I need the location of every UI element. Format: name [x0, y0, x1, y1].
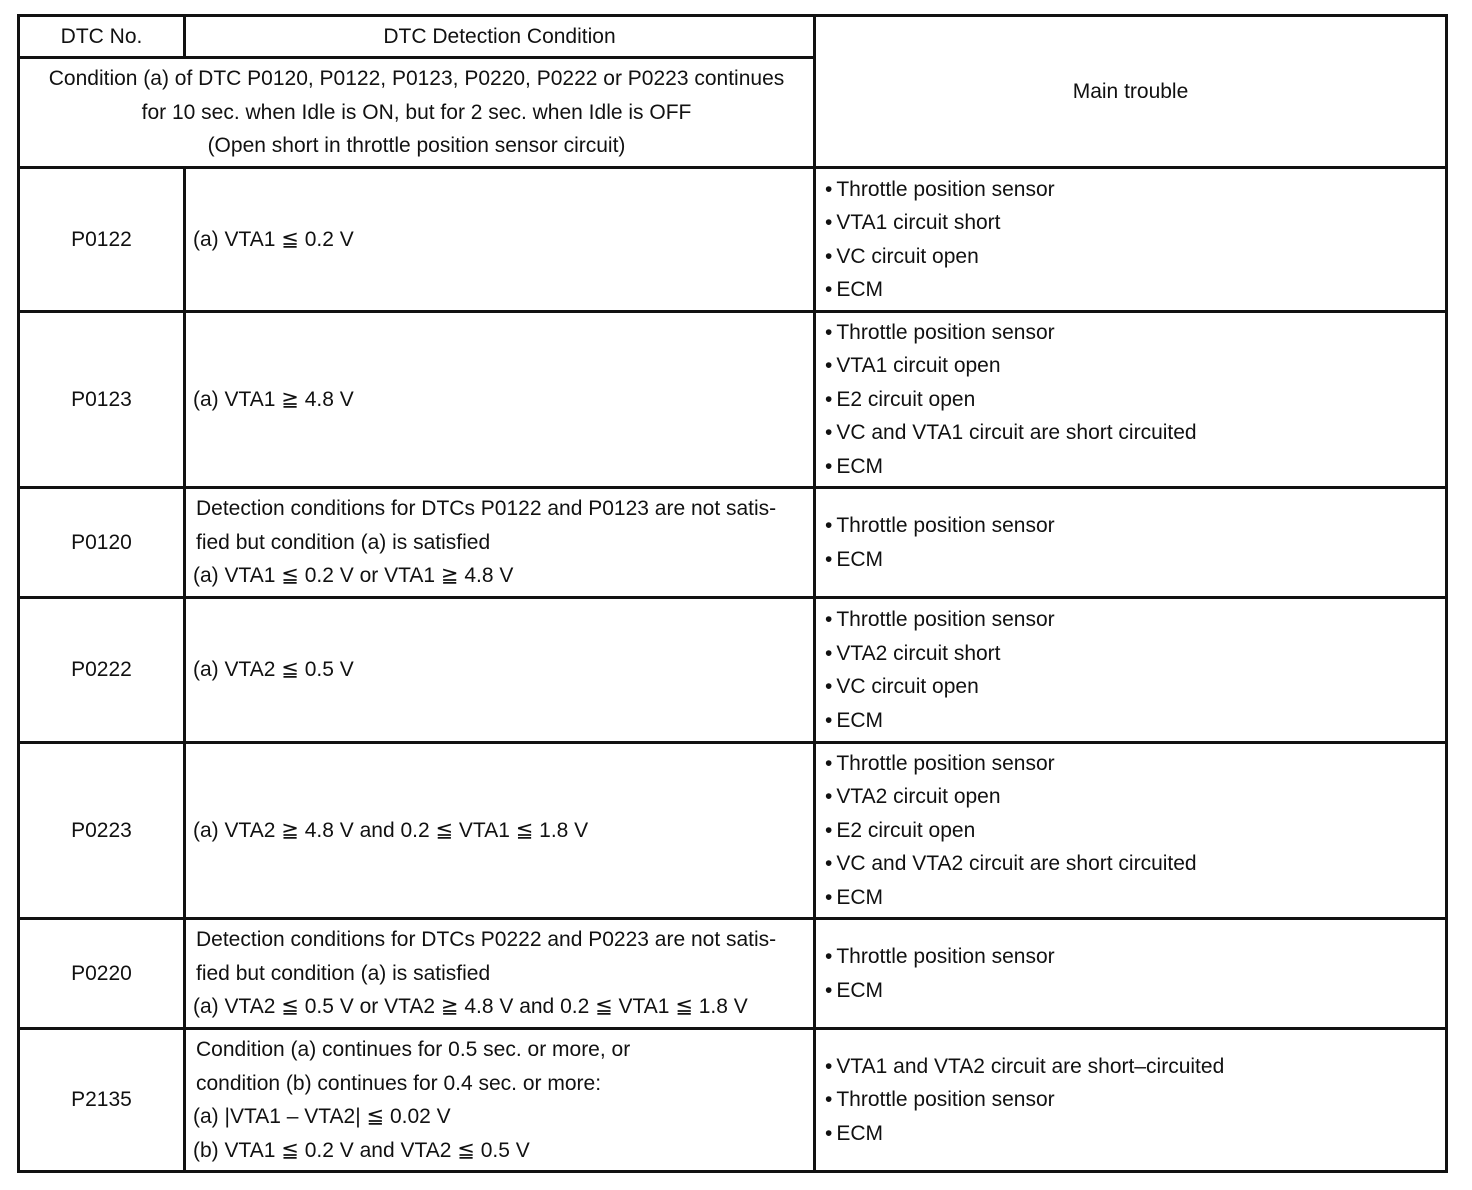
header-detection-condition: DTC Detection Condition — [185, 16, 815, 58]
trouble-item: • E2 circuit open — [825, 814, 1445, 848]
trouble-item: • Throttle position sensor — [825, 940, 1445, 974]
trouble-item: • VC and VTA1 circuit are short circuited — [825, 416, 1445, 450]
condition-line: (a) VTA2 ≦ 0.5 V or VTA2 ≧ 4.8 V and 0.2 ≦ VTA1 ≦ 1.8 V — [193, 995, 748, 1019]
trouble-item: • ECM — [825, 450, 1445, 484]
condition-line: (b) VTA1 ≦ 0.2 V and VTA2 ≦ 0.5 V — [193, 1138, 530, 1162]
detection-condition — [185, 168, 815, 312]
detection-condition — [185, 1029, 815, 1172]
condition-line: fied but condition (a) is satisfied — [196, 530, 491, 554]
dtc-code: P2135 — [19, 1029, 185, 1172]
trouble-item: • VC circuit open — [825, 240, 1445, 274]
main-trouble — [815, 488, 1447, 598]
condition-line: (a) VTA1 ≧ 4.8 V — [193, 387, 354, 411]
trouble-item: • ECM — [825, 704, 1445, 738]
trouble-item: • Throttle position sensor — [825, 509, 1445, 543]
table-row — [19, 168, 1447, 312]
table-row — [19, 598, 1447, 743]
detection-condition — [185, 919, 815, 1029]
dtc-code: P0223 — [19, 743, 185, 919]
dtc-table-body — [19, 16, 1447, 1172]
main-trouble — [815, 1029, 1447, 1172]
condition-line: Detection conditions for DTCs P0222 and P0223 are not satis- — [196, 928, 777, 952]
condition-line: (a) VTA2 ≧ 4.8 V and 0.2 ≦ VTA1 ≦ 1.8 V — [193, 818, 589, 842]
table-row — [19, 919, 1447, 1029]
detection-condition — [185, 598, 815, 743]
combined-condition-line: (Open short in throttle position sensor circuit) — [207, 134, 626, 158]
main-trouble — [815, 168, 1447, 312]
table-row — [19, 488, 1447, 598]
condition-line: (a) VTA1 ≦ 0.2 V — [193, 227, 354, 251]
dtc-code: P0220 — [19, 919, 185, 1029]
dtc-table — [17, 14, 1448, 1173]
condition-line: (a) VTA1 ≦ 0.2 V or VTA1 ≧ 4.8 V — [193, 564, 514, 588]
trouble-item: • ECM — [825, 881, 1445, 915]
trouble-item: • VC and VTA2 circuit are short circuited — [825, 847, 1445, 881]
combined-condition — [19, 58, 815, 168]
condition-line: fied but condition (a) is satisfied — [196, 961, 491, 985]
detection-condition — [185, 743, 815, 919]
trouble-item: • Throttle position sensor — [825, 603, 1445, 637]
trouble-item: • VTA1 and VTA2 circuit are short–circuited — [825, 1050, 1445, 1084]
detection-condition — [185, 312, 815, 488]
dtc-code: P0122 — [19, 168, 185, 312]
dtc-code: P0222 — [19, 598, 185, 743]
trouble-item: • E2 circuit open — [825, 383, 1445, 417]
combined-condition-line: Condition (a) of DTC P0120, P0122, P0123, P0220, P0222 or P0223 continues — [48, 67, 785, 91]
detection-condition — [185, 488, 815, 598]
main-trouble — [815, 919, 1447, 1029]
trouble-item: • ECM — [825, 273, 1445, 307]
trouble-item: • VTA2 circuit short — [825, 637, 1445, 671]
condition-line: Condition (a) continues for 0.5 sec. or more, or — [196, 1038, 631, 1061]
condition-line: condition (b) continues for 0.4 sec. or more: — [196, 1071, 602, 1095]
dtc-code: P0123 — [19, 312, 185, 488]
trouble-item: • VTA1 circuit open — [825, 349, 1445, 383]
dtc-code: P0120 — [19, 488, 185, 598]
trouble-item: • ECM — [825, 543, 1445, 577]
condition-line: Detection conditions for DTCs P0122 and P0123 are not satis- — [196, 497, 777, 521]
table-row — [19, 743, 1447, 919]
condition-line: (a) VTA2 ≦ 0.5 V — [193, 658, 354, 682]
main-trouble — [815, 743, 1447, 919]
trouble-item: • Throttle position sensor — [825, 1083, 1445, 1117]
table-row — [19, 1029, 1447, 1172]
condition-line: (a) |VTA1 – VTA2| ≦ 0.02 V — [193, 1105, 451, 1128]
trouble-item: • ECM — [825, 974, 1445, 1008]
trouble-item: • VTA1 circuit short — [825, 206, 1445, 240]
table-row — [19, 312, 1447, 488]
header-main-trouble: Main trouble — [815, 16, 1447, 168]
trouble-item: • VC circuit open — [825, 670, 1445, 704]
combined-condition-line: for 10 sec. when Idle is ON, but for 2 sec. when Idle is OFF — [141, 100, 692, 124]
trouble-item: • ECM — [825, 1117, 1445, 1151]
header-dtc-no: DTC No. — [19, 16, 185, 58]
header-row — [19, 16, 1447, 58]
trouble-item: • VTA2 circuit open — [825, 780, 1445, 814]
main-trouble — [815, 598, 1447, 743]
trouble-item: • Throttle position sensor — [825, 747, 1445, 781]
trouble-item: • Throttle position sensor — [825, 316, 1445, 350]
trouble-item: • Throttle position sensor — [825, 173, 1445, 207]
main-trouble — [815, 312, 1447, 488]
